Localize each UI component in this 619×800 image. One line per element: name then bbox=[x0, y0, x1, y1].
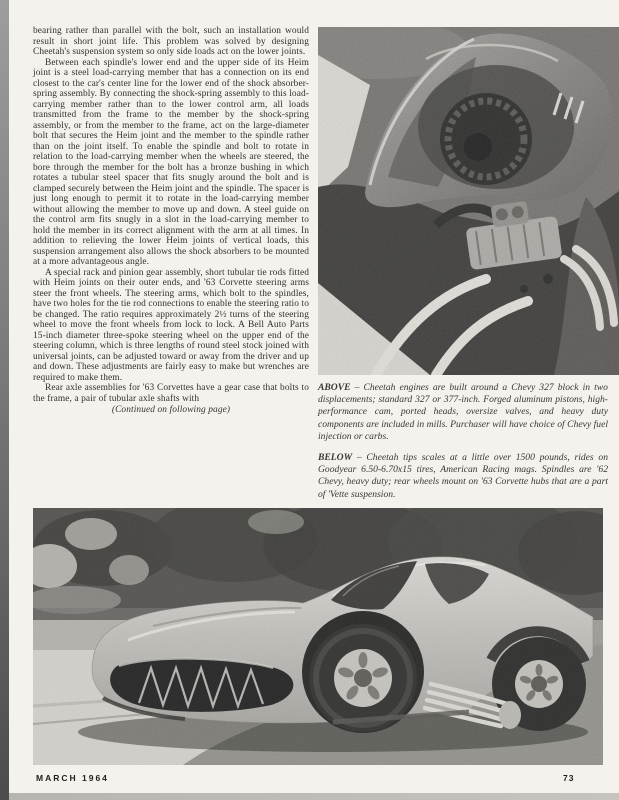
body-paragraph: A special rack and pinion gear assembly, short tubular tie rods fitted with Heim joints on their outer ends, and '63 Corvette steering arms steer the front wheels. The steering arms, which bolt to the spindles, have two holes for the tie rod connections to enable the steering ratio to be changed. The ratio requires approximately 2½ turns of the steering wheel to move the front wheels from lock to lock. A Bell Auto Parts 15-inch diameter three-spoke steering wheel on the upper end of the steering column, which is three lengths of round steel stock joined with universal joints, can be adjusted toward or away from the driver and up and down. These adjustments are fairly easy to make but wrenches are required to make them. bbox=[33, 267, 309, 383]
caption-above-label: ABOVE bbox=[318, 382, 351, 393]
caption-below-label: BELOW bbox=[318, 452, 353, 464]
body-paragraph: Between each spindle's lower end and the upper side of its Heim joint is a steel load-carrying member that has a connection on its end closest to the car's center line for the lower end of the shock absorber-spring assembly. By connecting the shock-spring assembly to this load-carrying member rather than to the lower control arm, all loads transmitted from the frame to the member by the shock-spring assembly, or from the member to the frame, act on the large-diameter bolt that secures the Heim joint and the member to the spindle rather than on the joint itself. To enable the spindle and bolt to rotate in relation to the load-carrying member when the wheels are steered, the bore through the member for the bolt has a bronze bushing in which rotates a tubular steel spacer that fits snugly around the bolt and is clamped securely between the Heim joint and the spindle. The spacer is just long enough to permit it to rotate in the load-carrying member without allowing the member to move up and down. A steel guide on the control arm fits snugly in a slot in the load-carrying member to hold the member in its correct alignment with the arm at all times. In addition to relieving the lower Heim joints of vertical loads, this suspension arrangement also allows the shock absorbers to be mounted at a more advantageous angle. bbox=[33, 57, 309, 267]
body-paragraph: bearing rather than parallel with the bolt, such an installation would result in short joint life. This problem was solved by designing Cheetah's suspension system so only side loads act on the lower joints. bbox=[33, 26, 309, 57]
continued-note: (Continued on following page) bbox=[111, 405, 231, 415]
page-edge-left bbox=[0, 0, 9, 800]
article-paragraphs bbox=[33, 26, 309, 404]
caption-below bbox=[318, 452, 608, 501]
engine-bay-photo bbox=[318, 27, 619, 375]
caption-below-text: – Cheetah tips scales at a little over 1500 pounds, rides on Goodyear 6.50-6.70x15 tires, American Racing mags. Spindles are '62 Chevy, heavy duty; rear wheels mount on '63 Corvette hubs that are a part of 'Vette suspension. bbox=[318, 452, 608, 500]
cheetah-car-photo bbox=[33, 508, 603, 765]
photo-captions bbox=[318, 382, 608, 510]
article-body-column bbox=[33, 26, 309, 416]
body-paragraph: Rear axle assemblies for '63 Corvettes have a gear case that bolts to the frame, a pair of tubular axle shafts with bbox=[33, 383, 309, 404]
footer-page-number: 73 bbox=[563, 773, 575, 783]
page-edge-bottom bbox=[9, 793, 619, 800]
caption-above bbox=[318, 382, 608, 443]
footer-issue-date: MARCH 1964 bbox=[36, 773, 109, 783]
engine-bay-illustration bbox=[318, 27, 619, 375]
cheetah-car-illustration bbox=[33, 508, 603, 765]
caption-above-text: – Cheetah engines are built around a Chevy 327 block in two displacements; standard 327 or 377-inch. Forged aluminum pistons, high-performance cam, ported heads, oversize valves, and heavy duty components are included in mills. Purchaser will have choice of Chevy fuel injection or carbs. bbox=[318, 382, 608, 442]
